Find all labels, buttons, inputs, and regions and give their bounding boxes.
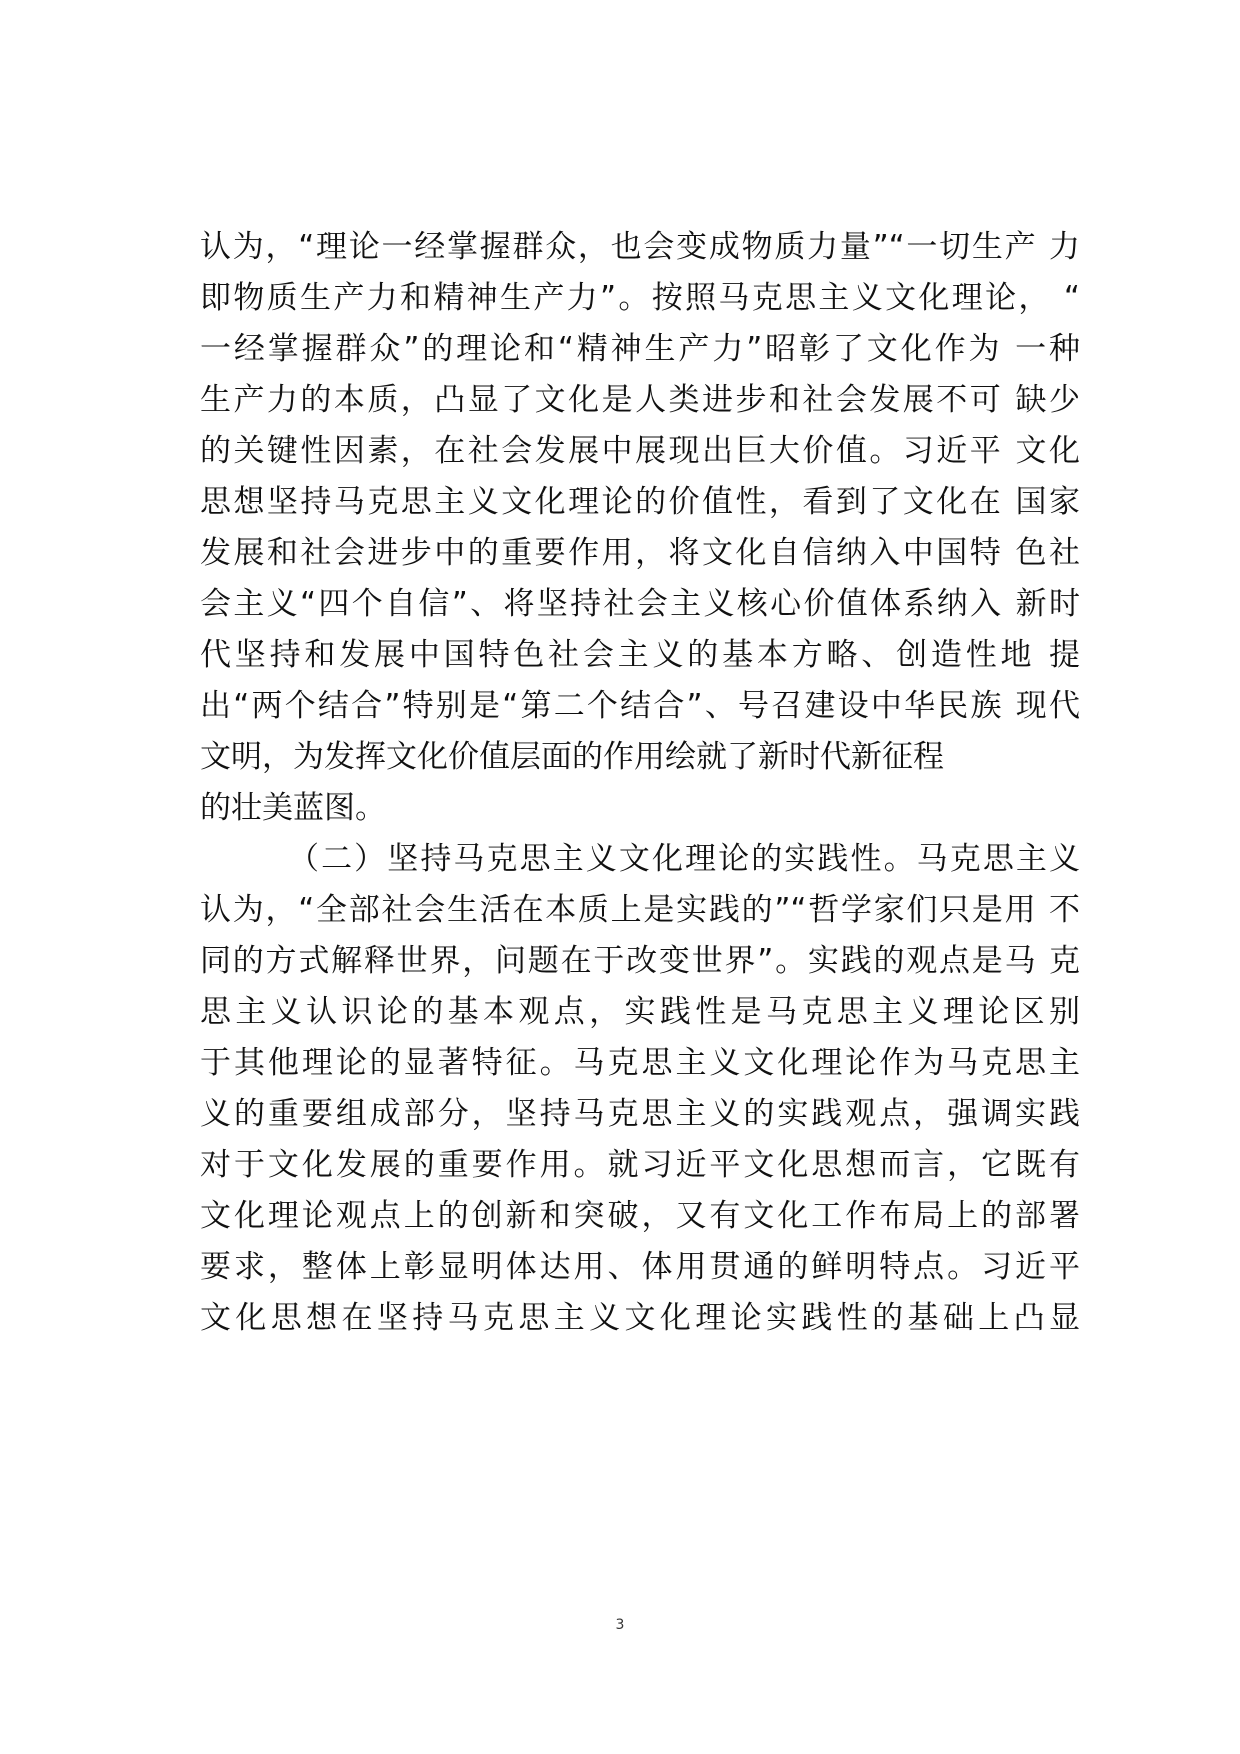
text-line: 出“两个结合”特别是“第二个结合”、号召建设中华民族 现代 — [200, 688, 1080, 724]
text-line: 认为，“理论一经掌握群众，也会变成物质力量”“一切生产 力 — [200, 229, 1080, 265]
text-line: 对于文化发展的重要作用。就习近平文化思想而言，它既有 — [200, 1147, 1080, 1183]
body-text — [200, 222, 1080, 1344]
text-line: 一经掌握群众”的理论和“精神生产力”昭彰了文化作为 一种 — [200, 331, 1080, 367]
text-line: 思想坚持马克思主义文化理论的价值性，看到了文化在 国家 — [200, 484, 1080, 520]
text-line: 文化思想在坚持马克思主义文化理论实践性的基础上凸显 — [200, 1300, 1080, 1336]
text-line: 要求，整体上彰显明体达用、体用贯通的鲜明特点。习近平 — [200, 1249, 1080, 1285]
text-line: 生产力的本质，凸显了文化是人类进步和社会发展不可 缺少 — [200, 382, 1080, 418]
text-line: 同的方式解释世界，问题在于改变世界”。实践的观点是马 克 — [200, 943, 1080, 979]
text-line: 文化理论观点上的创新和突破，又有文化工作布局上的部署 — [200, 1198, 1080, 1234]
text-line: 义的重要组成部分，坚持马克思主义的实践观点，强调实践 — [200, 1096, 1080, 1132]
section-heading-line: （二）坚持马克思主义文化理论的实践性。马克思主义 — [288, 841, 1080, 877]
text-line: 文明，为发挥文化价值层面的作用绘就了新时代新征程 — [200, 739, 944, 775]
text-line: 的关键性因素，在社会发展中展现出巨大价值。习近平 文化 — [200, 433, 1080, 469]
text-line: 会主义“四个自信”、将坚持社会主义核心价值体系纳入 新时 — [200, 586, 1080, 622]
text-line: 的壮美蓝图。 — [200, 790, 386, 826]
text-line: 于其他理论的显著特征。马克思主义文化理论作为马克思主 — [200, 1045, 1080, 1081]
text-line: 代坚持和发展中国特色社会主义的基本方略、创造性地 提 — [200, 637, 1080, 673]
text-line: 即物质生产力和精神生产力”。按照马克思主义文化理论， “ — [200, 280, 1080, 316]
text-line: 发展和社会进步中的重要作用，将文化自信纳入中国特 色社 — [200, 535, 1080, 571]
page-number: 3 — [615, 1617, 625, 1633]
text-line: 认为，“全部社会生活在本质上是实践的”“哲学家们只是用 不 — [200, 892, 1080, 928]
text-line: 思主义认识论的基本观点，实践性是马克思主义理论区别 — [200, 994, 1080, 1030]
